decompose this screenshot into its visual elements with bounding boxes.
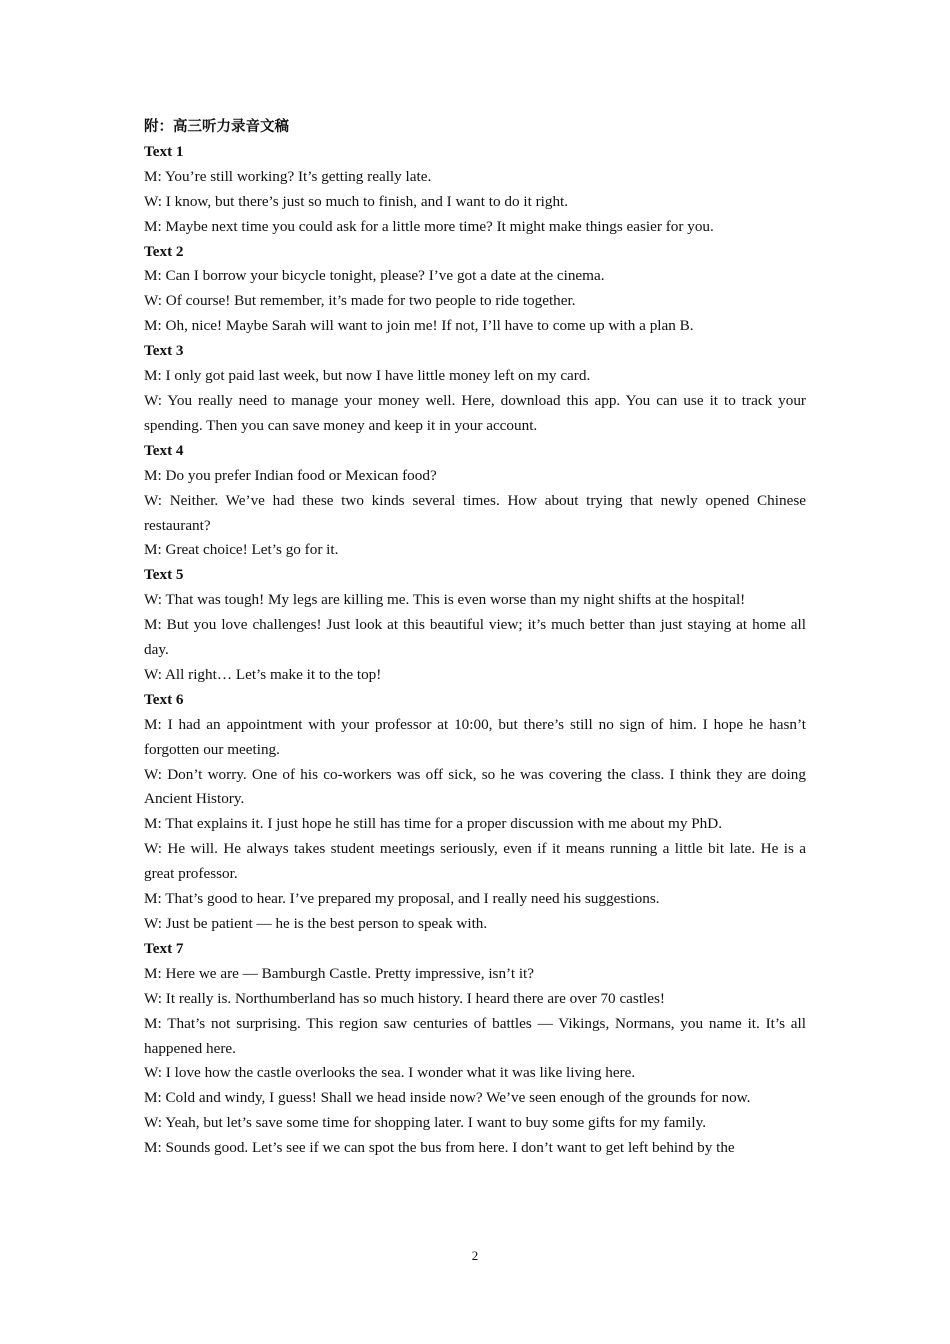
section-heading: Text 5 [144, 566, 184, 584]
dialogue-line: W: Neither. We’ve had these two kinds several times. How about trying that newly opened Chinese restaurant? [144, 491, 806, 534]
dialogue-line: M: You’re still working? It’s getting really late. [144, 167, 432, 185]
section-heading: Text 7 [144, 939, 184, 957]
dialogue-line: W: Just be patient — he is the best person to speak with. [144, 915, 488, 932]
section-heading: Text 2 [144, 242, 184, 260]
dialogue-line: W: It really is. Northumberland has so much history. I heard there are over 70 castles! [144, 989, 665, 1007]
dialogue-line: M: Maybe next time you could ask for a little more time? It might make things easier for you. [144, 217, 714, 235]
section-text-6 [144, 688, 806, 937]
section-text-1 [144, 140, 806, 240]
dialogue-line: M: That’s not surprising. This region saw centuries of battles — Vikings, Normans, you name it. It’s all happened here. [144, 1014, 806, 1057]
dialogue-line: M: Can I borrow your bicycle tonight, please? I’ve got a date at the cinema. [144, 267, 605, 285]
dialogue-line: M: I had an appointment with your professor at 10:00, but there’s still no sign of him. I hope he hasn’t forgotten our meeting. [144, 715, 806, 758]
dialogue-line: W: That was tough! My legs are killing me. This is even worse than my night shifts at the hospital! [144, 591, 746, 609]
dialogue-line: W: He will. He always takes student meetings seriously, even if it means running a little bit late. He is a great professor. [144, 840, 806, 883]
dialogue-line: W: Of course! But remember, it’s made for two people to ride together. [144, 292, 576, 310]
dialogue-line: W: Yeah, but let’s save some time for shopping later. I want to buy some gifts for my family. [144, 1114, 706, 1132]
dialogue-line: W: All right… Let’s make it to the top! [144, 665, 382, 683]
document-title: 附：高三听力录音文稿 [144, 119, 289, 135]
dialogue-line: M: Here we are — Bamburgh Castle. Pretty impressive, isn’t it? [144, 964, 535, 982]
section-heading: Text 4 [144, 441, 184, 459]
section-heading: Text 6 [144, 690, 184, 708]
section-text-2 [144, 240, 806, 340]
dialogue-line: M: Do you prefer Indian food or Mexican food? [144, 466, 437, 484]
dialogue-line: W: You really need to manage your money well. Here, download this app. You can use it to track your spending. Then you can save money and keep it in your account. [144, 391, 806, 434]
section-heading: Text 1 [144, 142, 184, 160]
dialogue-line: W: I love how the castle overlooks the sea. I wonder what it was like living here. [144, 1064, 636, 1082]
dialogue-line: M: But you love challenges! Just look at this beautiful view; it’s much better than just staying at home all day. [144, 616, 806, 659]
dialogue-line: M: Oh, nice! Maybe Sarah will want to join me! If not, I’ll have to come up with a plan B. [144, 317, 694, 335]
dialogue-line: M: Great choice! Let’s go for it. [144, 541, 339, 559]
section-heading: Text 3 [144, 342, 184, 360]
section-text-7 [144, 937, 806, 1161]
section-text-3 [144, 339, 806, 439]
dialogue-line: M: Cold and windy, I guess! Shall we head inside now? We’ve seen enough of the grounds for now. [144, 1089, 751, 1107]
dialogue-line: M: Sounds good. Let’s see if we can spot the bus from here. I don’t want to get left behind by the [144, 1139, 735, 1157]
transcript-page [144, 115, 806, 1161]
dialogue-line: M: That explains it. I just hope he still has time for a proper discussion with me about my PhD. [144, 815, 723, 833]
dialogue-line: M: I only got paid last week, but now I have little money left on my card. [144, 367, 591, 385]
section-text-5 [144, 563, 806, 688]
dialogue-line: W: Don’t worry. One of his co-workers was off sick, so he was covering the class. I think they are doing Ancient History. [144, 765, 806, 808]
page-number: 2 [471, 1248, 479, 1263]
section-text-4 [144, 439, 806, 564]
dialogue-line: M: That’s good to hear. I’ve prepared my proposal, and I really need his suggestions. [144, 890, 660, 908]
dialogue-line: W: I know, but there’s just so much to finish, and I want to do it right. [144, 192, 569, 210]
